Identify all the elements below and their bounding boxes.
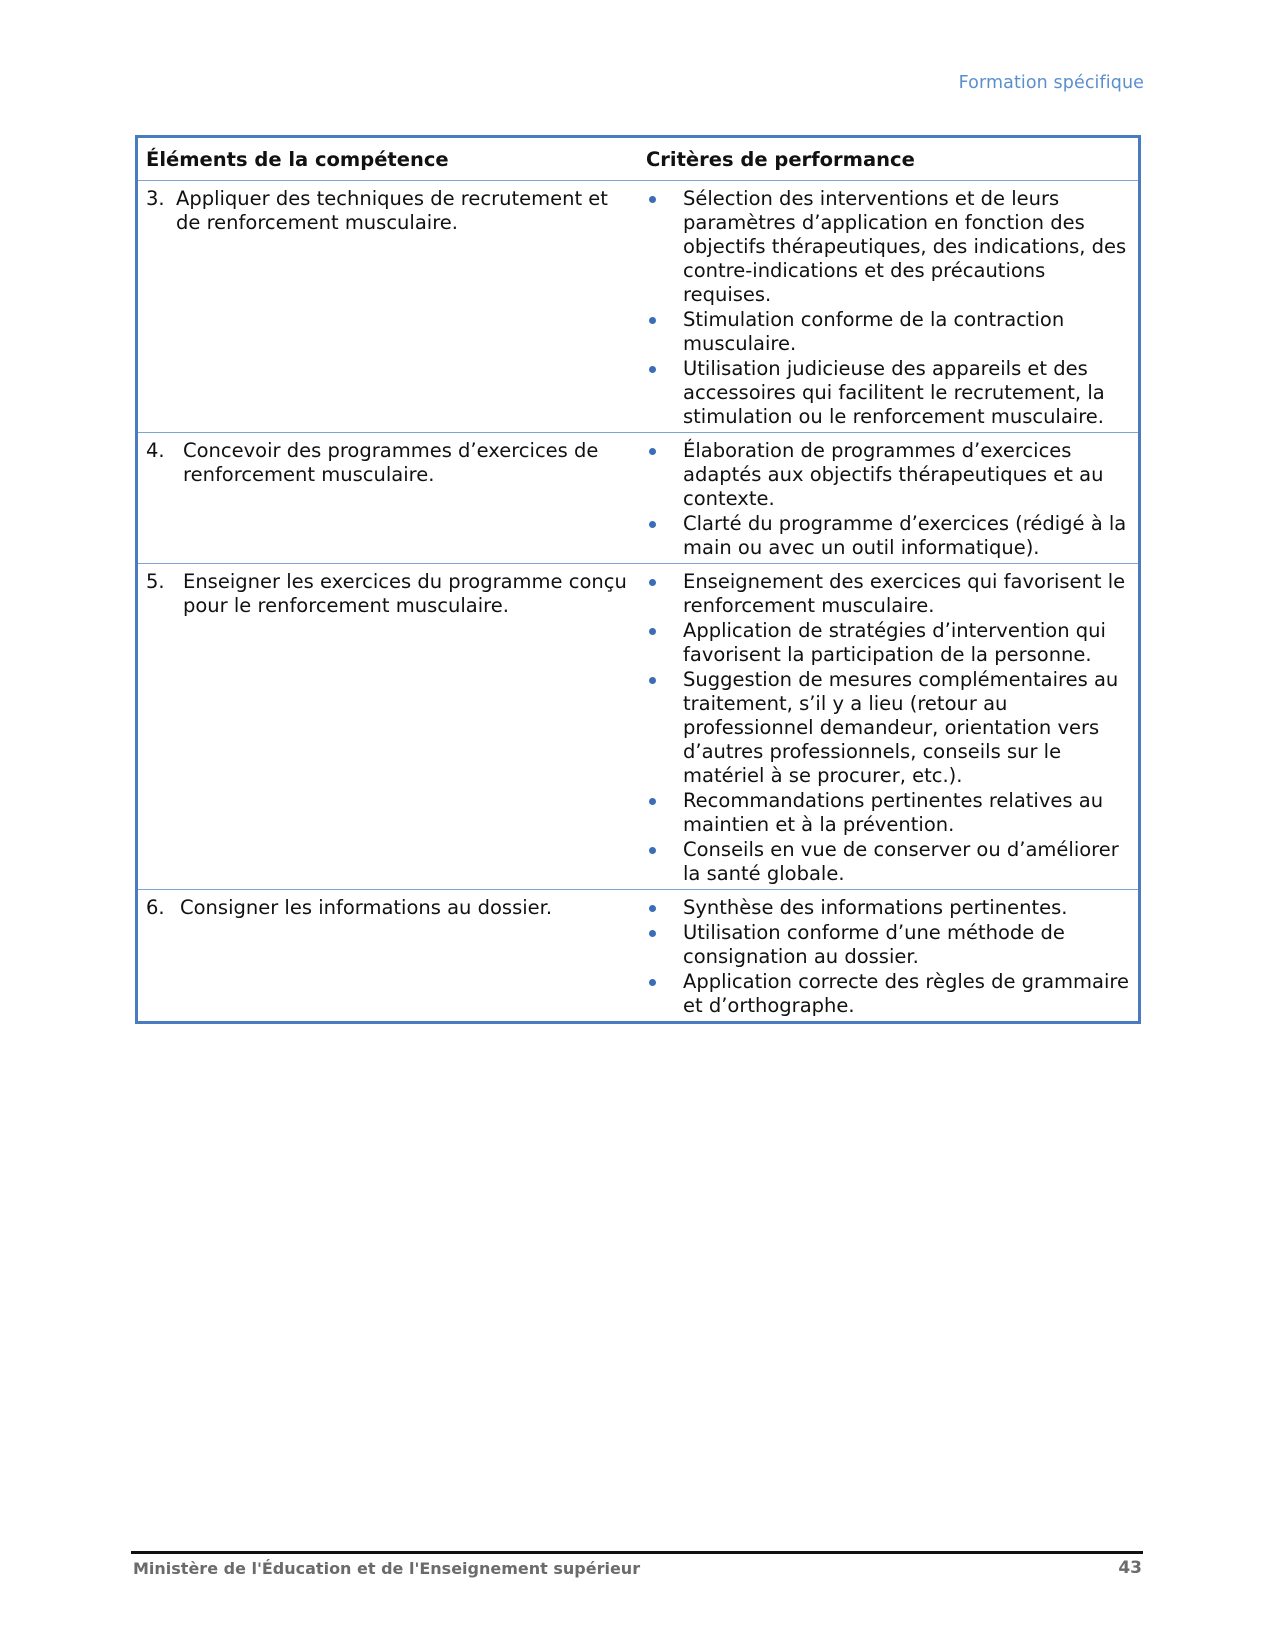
criteria-item [646,668,1130,788]
element-cell [137,181,639,433]
element-item [146,896,630,920]
criteria-text: Clarté du programme d’exercices (rédigé à la main ou avec un outil informatique). [683,512,1127,559]
bullet-icon [649,847,656,854]
criteria-text: Utilisation conforme d’une méthode de consignation au dossier. [683,921,1065,968]
running-header: Formation spécifique [958,73,1144,93]
criteria-item [646,357,1130,429]
bullet-icon [649,979,656,986]
table-row [137,564,1140,890]
criteria-text: Suggestion de mesures complémentaires au traitement, s’il y a lieu (retour au professionnel demandeur, orientation vers d’autres professionnels, conseils sur le matériel à se procurer, etc.). [683,668,1119,787]
criteria-text: Utilisation judicieuse des appareils et des accessoires qui facilitent le recrutement, la stimulation ou le renforcement musculaire. [683,357,1105,428]
criteria-text: Application de stratégies d’intervention qui favorisent la participation de la personne. [683,619,1106,666]
bullet-icon [649,905,656,912]
criteria-item [646,570,1130,618]
criteria-list [646,187,1130,429]
criteria-text: Stimulation conforme de la contraction musculaire. [683,308,1065,355]
criteria-list [646,896,1130,1018]
bullet-icon [649,317,656,324]
bullet-icon [649,628,656,635]
criteria-item [646,921,1130,969]
table-row [137,181,1140,433]
criteria-item [646,619,1130,667]
bullet-icon [649,366,656,373]
criteria-item [646,308,1130,356]
criteria-list [646,439,1130,560]
criteria-item [646,187,1130,307]
element-item [146,439,630,487]
criteria-text: Synthèse des informations pertinentes. [683,896,1068,919]
criteria-item [646,970,1130,1018]
criteria-cell [638,433,1140,564]
criteria-cell [638,564,1140,890]
element-item [146,570,630,618]
criteria-text: Enseignement des exercices qui favorisent le renforcement musculaire. [683,570,1126,617]
competence-table [135,135,1141,1024]
criteria-item [646,439,1130,511]
criteria-item [646,789,1130,837]
criteria-text: Sélection des interventions et de leurs paramètres d’application en fonction des objectifs thérapeutiques, des indications, des contre-indications et des précautions requises. [683,187,1127,306]
criteria-text: Élaboration de programmes d’exercices adaptés aux objectifs thérapeutiques et au contexte. [683,439,1104,510]
bullet-icon [649,521,656,528]
bullet-icon [649,579,656,586]
element-number: 6. [146,896,165,919]
element-cell [137,564,639,890]
element-number: 4. [146,439,165,462]
element-number: 5. [146,570,165,593]
criteria-item [646,896,1130,920]
bullet-icon [649,196,656,203]
criteria-cell [638,890,1140,1023]
element-number: 3. [146,187,165,210]
criteria-text: Application correcte des règles de grammaire et d’orthographe. [683,970,1129,1017]
table-row [137,433,1140,564]
bullet-icon [649,448,656,455]
footer-divider [131,1551,1143,1554]
footer-publisher: Ministère de l'Éducation et de l'Enseignement supérieur [133,1559,641,1578]
table-row [137,890,1140,1023]
element-cell [137,433,639,564]
element-cell [137,890,639,1023]
table-header-row [137,137,1140,181]
element-text: Enseigner les exercices du programme conçu pour le renforcement musculaire. [183,570,627,617]
element-text: Appliquer des techniques de recrutement et de renforcement musculaire. [176,187,608,234]
criteria-cell [638,181,1140,433]
criteria-text: Conseils en vue de conserver ou d’améliorer la santé globale. [683,838,1119,885]
criteria-text: Recommandations pertinentes relatives au maintien et à la prévention. [683,789,1104,836]
element-item [146,187,630,235]
bullet-icon [649,798,656,805]
column-header-criteria: Critères de performance [638,137,1140,181]
criteria-item [646,512,1130,560]
element-text: Consigner les informations au dossier. [180,896,553,919]
criteria-list [646,570,1130,886]
page-number: 43 [1118,1558,1142,1578]
element-text: Concevoir des programmes d’exercices de renforcement musculaire. [183,439,599,486]
bullet-icon [649,930,656,937]
criteria-item [646,838,1130,886]
column-header-elements: Éléments de la compétence [137,137,639,181]
bullet-icon [649,677,656,684]
